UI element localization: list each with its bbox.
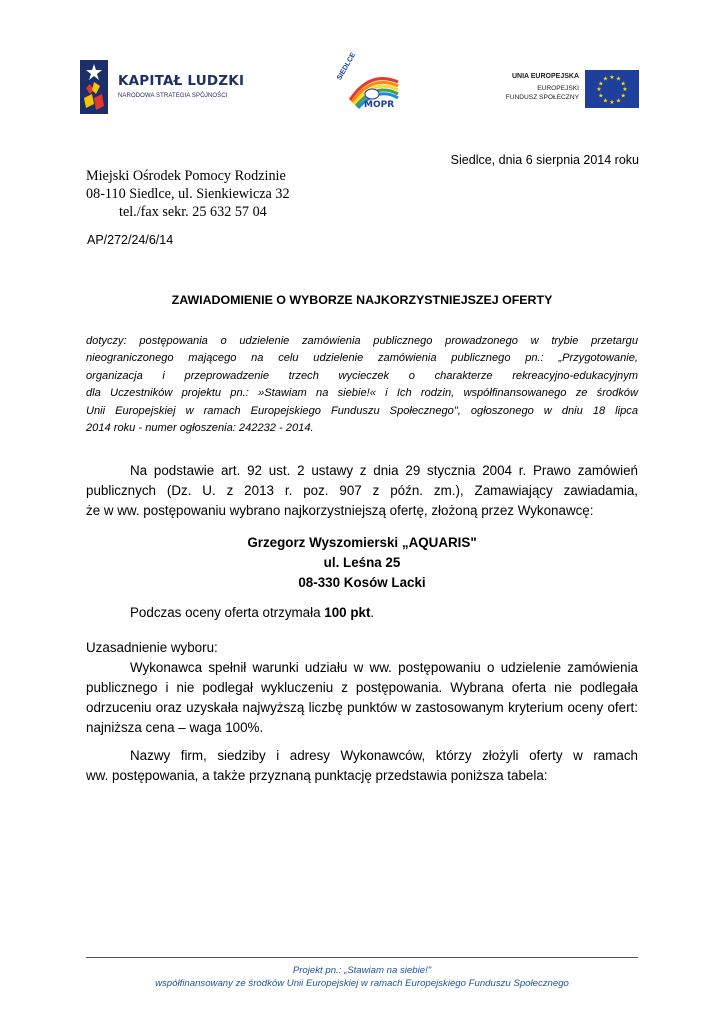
svg-text:★: ★ (609, 99, 615, 106)
justification-paragraph (86, 658, 638, 738)
kapital-ludzki-logo (80, 60, 250, 116)
eu-logo (498, 70, 643, 110)
concerning-line: organizacja i przeprowadzenie trzech wycieczek o charakterze rekreacyjno-edukacyjnym (86, 369, 638, 382)
score-value: 100 pkt (324, 605, 371, 620)
eu-label-union: UNIA EUROPEJSKA (511, 73, 579, 80)
score-line (86, 603, 638, 623)
svg-text:★: ★ (609, 74, 615, 81)
score-paragraph (86, 603, 638, 623)
svg-text:★: ★ (620, 80, 626, 88)
basis-line: Na podstawie art. 92 ust. 2 ustawy z dnia 29 stycznia 2004 r. Prawo zamówień (130, 463, 638, 478)
footer-divider (86, 957, 638, 958)
score-suffix: . (370, 605, 375, 620)
sender-phone: tel./fax sekr. 25 632 57 04 (119, 204, 267, 220)
kapital-ludzki-flag-icon (80, 60, 108, 114)
closing-paragraph (86, 746, 638, 786)
svg-text:★: ★ (622, 86, 628, 93)
basis-line: że w ww. postępowaniu wybrano najkorzystniejszą ofertę, złożoną przez Wykonawcę: (86, 503, 594, 518)
concerning-line: Unii Europejskiej w ramach Europejskiego Funduszu Społecznego", ogłoszonego w dniu 18 lipca (86, 404, 638, 417)
basis-paragraph (86, 461, 638, 521)
footer-project: Projekt pn.: „Stawiam na siebie!" (292, 965, 432, 976)
svg-text:★: ★ (615, 75, 622, 83)
winner-city: 08-330 Kosów Lacki (298, 575, 426, 590)
svg-text:★: ★ (596, 86, 602, 93)
eu-flag-icon (585, 70, 639, 108)
justification-heading: Uzasadnienie wyboru: (86, 640, 218, 655)
winner-street: ul. Leśna 25 (323, 555, 401, 570)
closing-line: Nazwy firm, siedziby i adresy Wykonawców, którzy złożyli oferty w ramach (130, 748, 638, 763)
concerning-line: 2014 roku - numer ogłoszenia: 242232 - 2014. (86, 421, 314, 434)
footer-funding: współfinansowany ze środków Unii Europejskiej w ramach Europejskiego Funduszu Społecznego (155, 978, 569, 989)
concerning-line: dla Uczestników projektu pn.: »Stawiam na siebie!« i Ich rodzin, współfinansowanego ze środków (86, 387, 638, 400)
svg-text:★: ★ (602, 97, 609, 105)
svg-text:★: ★ (598, 80, 604, 88)
svg-text:★: ★ (598, 92, 604, 100)
justification-line: publicznego i nie podlegał wykluczeniu z postępowania. Wybrana oferta nie podlegała (86, 680, 638, 695)
basis-line: publicznych (Dz. U. z 2013 r. poz. 907 z późn. zm.), Zamawiający zawiadamia, (86, 483, 638, 498)
mopr-label: MOPR (364, 100, 395, 110)
kapital-ludzki-subtitle: NARODOWA STRATEGIA SPÓJNOŚCI (118, 93, 228, 99)
concerning-line: dotyczy: postępowania o udzielenie zamówienia publicznego prowadzonego w trybie przetargu (86, 335, 638, 347)
concerning-line: nieograniczonego mającego na celu udzielenie zamówienia publicznego pn.: „Przygotowanie, (86, 352, 638, 365)
concerning-paragraph (86, 333, 638, 437)
justification-line: najniższa cena – waga 100%. (86, 720, 264, 735)
winner-block (86, 533, 638, 593)
eu-label-fund-2: FUNDUSZ SPOŁECZNY (505, 94, 579, 101)
svg-text:★: ★ (615, 97, 622, 105)
mopr-logo (336, 51, 400, 114)
score-prefix: Podczas oceny oferta otrzymała (130, 605, 325, 620)
sender-street: 08-110 Siedlce, ul. Sienkiewicza 32 (86, 186, 290, 202)
mopr-city-label: SIEDLCE (336, 51, 358, 82)
eu-label-fund-1: EUROPEJSKI (537, 85, 579, 92)
sender-name: Miejski Ośrodek Pomocy Rodzinie (86, 168, 286, 184)
kapital-ludzki-title: KAPITAŁ LUDZKI (118, 73, 245, 89)
svg-text:★: ★ (620, 92, 626, 100)
svg-text:★: ★ (602, 75, 609, 83)
letter-date: Siedlce, dnia 6 sierpnia 2014 roku (450, 153, 639, 167)
justification-line: Wykonawca spełnił warunki udziału w ww. postępowaniu o udzielenie zamówienia (130, 660, 638, 675)
closing-line: ww. postępowania, a także przyznaną punktację przedstawia poniższa tabela: (86, 768, 548, 783)
justification-line: odrzuceniu oraz uzyskała najwyższą liczbę punktów w zastosowanym kryterium oceny ofert: (86, 700, 638, 715)
document-title: ZAWIADOMIENIE O WYBORZE NAJKORZYSTNIEJSZEJ OFERTY (171, 293, 553, 307)
reference-number: AP/272/24/6/14 (87, 233, 174, 247)
winner-name: Grzegorz Wyszomierski „AQUARIS" (247, 535, 477, 550)
